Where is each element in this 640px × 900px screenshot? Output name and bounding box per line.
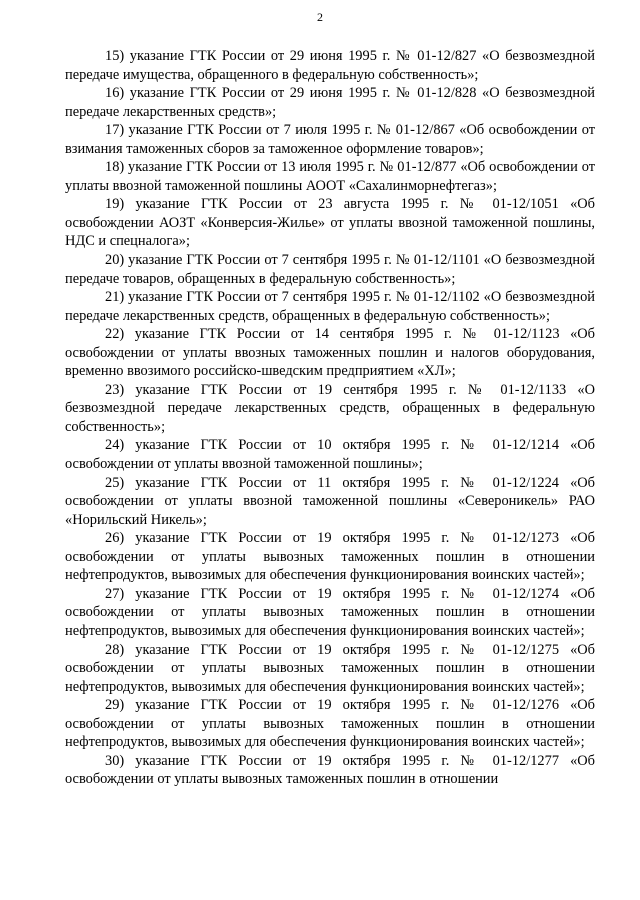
list-item: 18) указание ГТК России от 13 июля 1995 г. № 01-12/877 «Об освобождении от уплаты ввозной таможенной пошлины АООТ «Сахалинморнефтегаз»;	[65, 159, 595, 194]
list-item: 17) указание ГТК России от 7 июля 1995 г. № 01-12/867 «Об освобождении от взимания таможенных сборов за таможенное оформление товаров»;	[65, 122, 595, 157]
page-number: 2	[317, 10, 323, 24]
list-item: 19) указание ГТК России от 23 августа 1995 г. № 01-12/1051 «Об освобождении АОЗТ «Конверсия-Жилье» от уплаты ввозной таможенной пошлины, НДС и спецналога»;	[65, 196, 595, 250]
document-body	[65, 47, 595, 789]
list-item: 24) указание ГТК России от 10 октября 1995 г. № 01-12/1214 «Об освобождении от уплаты ввозной таможенной пошлины»;	[65, 437, 595, 473]
list-item: 20) указание ГТК России от 7 сентября 1995 г. № 01-12/1101 «О безвозмездной передаче товаров, обращенных в федеральную собственность»;	[65, 252, 595, 287]
list-item: 23) указание ГТК России от 19 сентября 1995 г. № 01-12/1133 «О безвозмездной передаче лекарственных средств, обращенных в федеральную собственность»;	[65, 381, 595, 435]
list-item: 26) указание ГТК России от 19 октября 1995 г. № 01-12/1273 «Об освобождении от уплаты вывозных таможенных пошлин в отношении нефтепродуктов, вывозимых для обеспечения функционирования воинских частей»;	[65, 530, 595, 584]
list-item: 29) указание ГТК России от 19 октября 1995 г. № 01-12/1276 «Об освобождении от уплаты вывозных таможенных пошлин в отношении нефтепродуктов, вывозимых для обеспечения функционирования воинских частей»;	[65, 697, 595, 751]
list-item: 25) указание ГТК России от 11 октября 1995 г. № 01-12/1224 «Об освобождении от уплаты ввозной таможенной пошлины «Североникель» РАО «Норильский Никель»;	[65, 474, 595, 528]
list-item: 27) указание ГТК России от 19 октября 1995 г. № 01-12/1274 «Об освобождении от уплаты вывозных таможенных пошлин в отношении нефтепродуктов, вывозимых для обеспечения функционирования воинских частей»;	[65, 585, 595, 639]
list-item: 15) указание ГТК России от 29 июня 1995 г. № 01-12/827 «О безвозмездной передаче имущества, обращенного в федеральную собственность»;	[65, 48, 595, 83]
list-item: 22) указание ГТК России от 14 сентября 1995 г. № 01-12/1123 «Об освобождении от уплаты ввозных таможенных пошлин и налогов оборудования, временно ввозимого российско-шведским предприятием «ХЛ»;	[65, 326, 595, 380]
list-item: 16) указание ГТК России от 29 июня 1995 г. № 01-12/828 «О безвозмездной передаче лекарственных средств»;	[65, 85, 595, 120]
list-item: 28) указание ГТК России от 19 октября 1995 г. № 01-12/1275 «Об освобождении от уплаты вывозных таможенных пошлин в отношении нефтепродуктов, вывозимых для обеспечения функционирования воинских частей»;	[65, 641, 595, 695]
list-item: 21) указание ГТК России от 7 сентября 1995 г. № 01-12/1102 «О безвозмездной передаче лекарственных средств, обращенных в федеральную собственность»;	[65, 289, 595, 324]
list-item: 30) указание ГТК России от 19 октября 1995 г. № 01-12/1277 «Об освобождении от уплаты вывозных таможенных пошлин в отношении	[65, 752, 595, 788]
